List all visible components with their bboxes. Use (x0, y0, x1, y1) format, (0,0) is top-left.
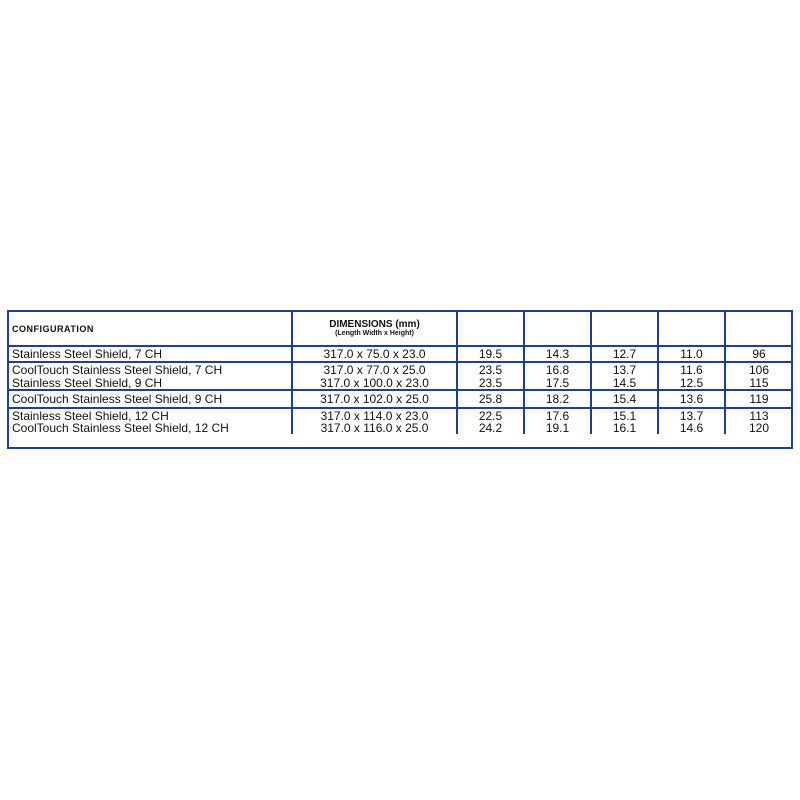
table-header-row (9, 312, 792, 346)
spec-table (9, 312, 792, 434)
row-value: 18.2 (524, 390, 591, 408)
row-configuration: CoolTouch Stainless Steel Shield, 7 CH (9, 362, 292, 376)
row-value: 22.5 (457, 408, 524, 422)
row-dimensions: 317.0 x 116.0 x 25.0 (292, 422, 457, 434)
row-value: 16.1 (591, 422, 658, 434)
row-value: 106 (748, 362, 770, 376)
row-value: 16.8 (524, 362, 591, 376)
row-value: 12.5 (658, 376, 725, 390)
row-configuration: Stainless Steel Shield, 7 CH (9, 346, 292, 362)
row-value: 120 (748, 422, 770, 434)
row-value: 119 (725, 390, 792, 408)
row-value: 13.7 (591, 362, 658, 376)
header-col6 (658, 312, 725, 346)
row-dimensions: 317.0 x 102.0 x 25.0 (292, 390, 457, 408)
row-value: 113 (749, 408, 769, 422)
row-value: 11.0 (658, 346, 725, 362)
spec-table-frame (7, 310, 793, 449)
table-row (9, 346, 792, 362)
row-configuration: CoolTouch Stainless Steel Shield, 9 CH (9, 390, 292, 408)
row-value: 19.5 (457, 346, 524, 362)
row-dimensions: 317.0 x 75.0 x 23.0 (292, 346, 457, 362)
row-value: 13.6 (658, 390, 725, 408)
row-dimensions: 317.0 x 100.0 x 23.0 (292, 376, 457, 390)
header-col7 (725, 312, 792, 346)
row-value: 15.4 (591, 390, 658, 408)
row-value: 19.1 (524, 422, 591, 434)
row-value: 96 (725, 346, 792, 362)
row-value: 17.6 (524, 408, 591, 422)
row-value: 115 (725, 376, 792, 390)
header-dimensions-title: DIMENSIONS (mm) (329, 318, 420, 330)
row-value: 25.8 (457, 390, 524, 408)
table-row (9, 362, 792, 376)
header-dimensions (292, 312, 457, 346)
table-row (9, 422, 792, 434)
row-dimensions: 317.0 x 77.0 x 25.0 (292, 362, 457, 376)
row-value: 11.6 (658, 362, 725, 376)
table-row (9, 390, 792, 408)
row-value: 14.5 (591, 376, 658, 390)
header-col3 (457, 312, 524, 346)
table-row (9, 408, 792, 422)
header-col5 (591, 312, 658, 346)
row-value: 14.6 (658, 422, 725, 434)
header-configuration: CONFIGURATION (9, 312, 292, 346)
row-value: 13.7 (658, 408, 725, 422)
row-configuration: CoolTouch Stainless Steel Shield, 12 CH (9, 422, 292, 434)
row-configuration: Stainless Steel Shield, 12 CH (9, 408, 292, 422)
row-value: 15.1 (591, 408, 658, 422)
header-dimensions-subtitle: (Length Width x Height) (335, 329, 414, 337)
row-value: 23.5 (457, 376, 524, 390)
row-value: 17.5 (524, 376, 591, 390)
header-col4 (524, 312, 591, 346)
row-configuration: Stainless Steel Shield, 9 CH (9, 376, 292, 390)
row-value: 24.2 (457, 422, 524, 434)
row-value: 23.5 (457, 362, 524, 376)
table-row (9, 376, 792, 390)
row-dimensions: 317.0 x 114.0 x 23.0 (292, 408, 457, 422)
row-value: 12.7 (591, 346, 658, 362)
row-value: 14.3 (524, 346, 591, 362)
